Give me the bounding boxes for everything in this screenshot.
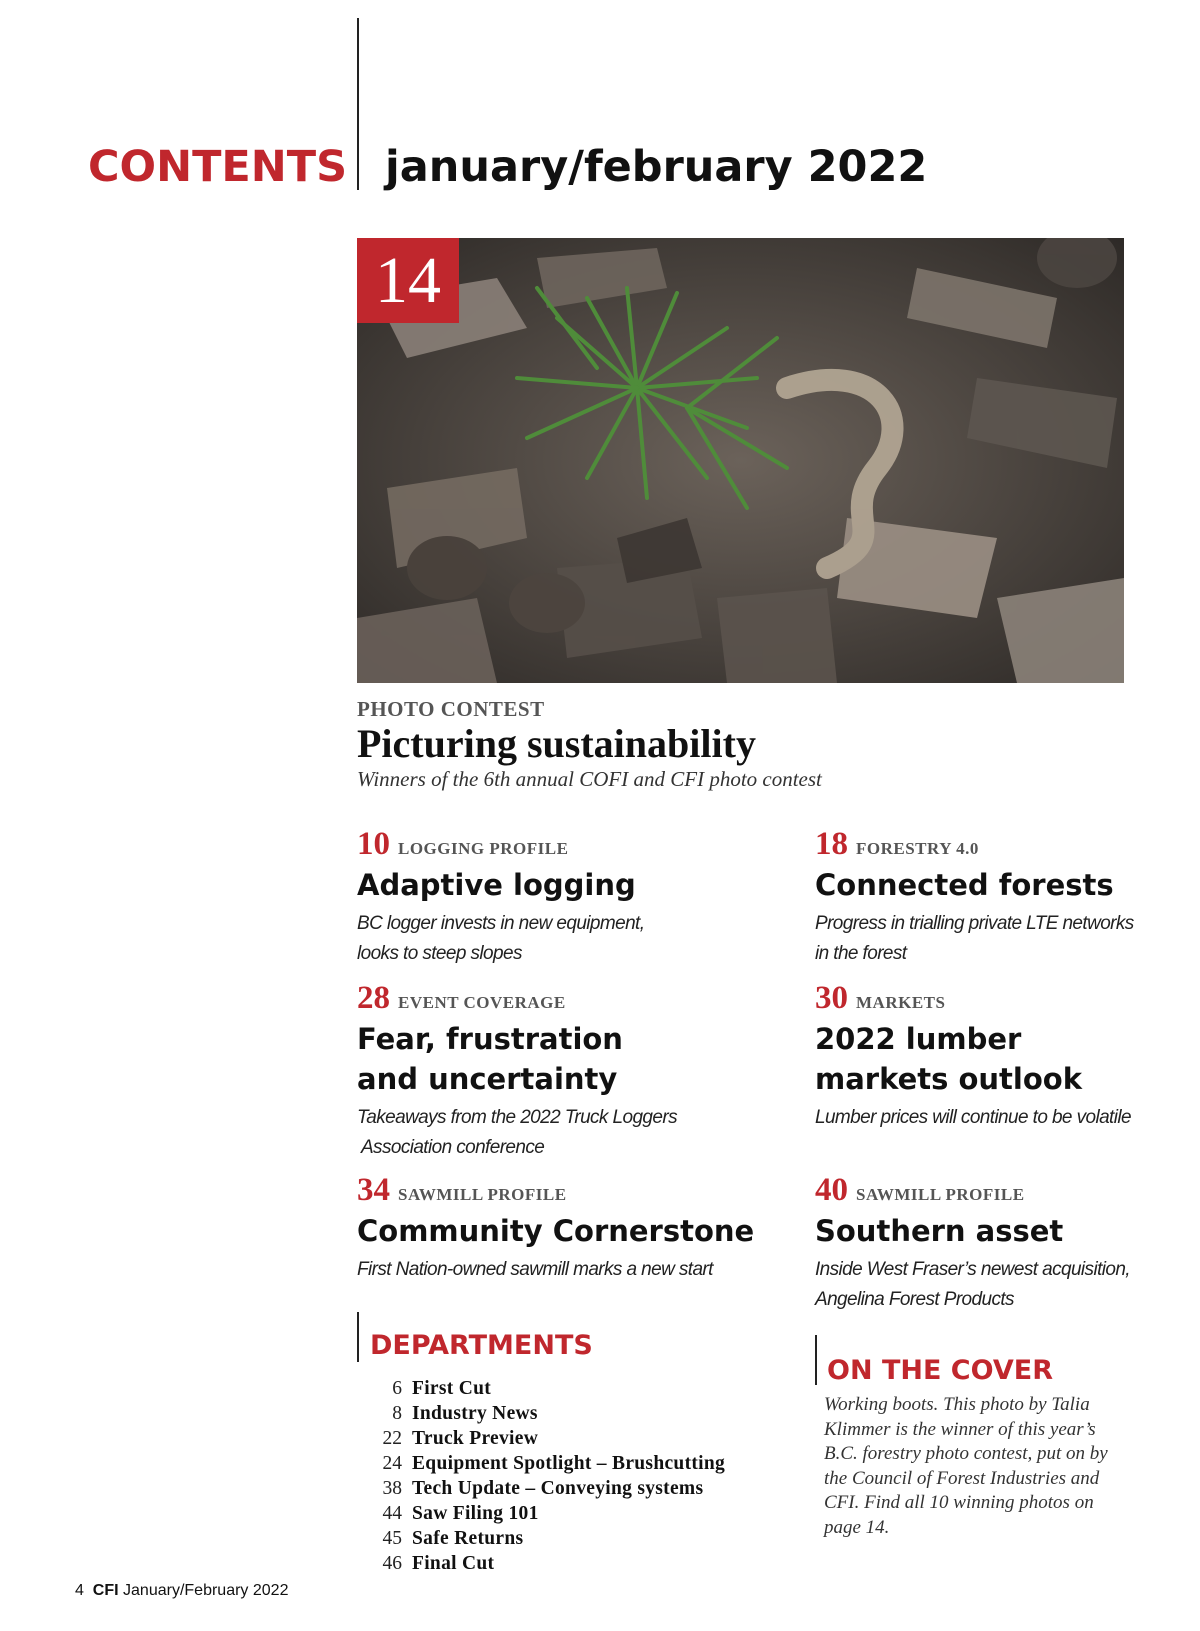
feature-kicker: PHOTO CONTEST xyxy=(357,697,545,721)
department-item[interactable] xyxy=(368,1378,768,1403)
story-sawmill-profile-40[interactable] xyxy=(815,1172,1200,1315)
departments-heading: DEPARTMENTS xyxy=(370,1330,593,1361)
department-item[interactable] xyxy=(368,1478,768,1503)
department-page: 38 xyxy=(382,1478,402,1499)
story-deck-line: Inside West Fraser’s newest acquisition, xyxy=(815,1259,1130,1280)
story-deck-line: Lumber prices will continue to be volatile xyxy=(815,1107,1131,1128)
story-title-line: Fear, frustration xyxy=(357,1022,623,1056)
feature-deck: Winners of the 6th annual COFI and CFI photo contest xyxy=(357,767,822,791)
story-title[interactable]: Southern asset xyxy=(815,1214,1064,1248)
story-section: LOGGING PROFILE xyxy=(398,839,569,858)
department-name: Tech Update – Conveying systems xyxy=(412,1478,704,1499)
story-title[interactable] xyxy=(357,1019,777,1099)
department-page: 24 xyxy=(382,1453,402,1474)
story-deck xyxy=(815,1103,1200,1133)
story-deck-line: in the forest xyxy=(815,943,907,964)
department-name: Final Cut xyxy=(412,1553,495,1574)
story-deck xyxy=(815,909,1200,969)
department-page: 22 xyxy=(382,1428,402,1449)
department-page: 46 xyxy=(382,1553,402,1574)
story-title-line: markets outlook xyxy=(815,1062,1082,1096)
cover-caption-line: B.C. forestry photo contest, put on by xyxy=(824,1443,1108,1464)
story-deck-line: BC logger invests in new equipment, xyxy=(357,913,645,934)
story-section: EVENT COVERAGE xyxy=(398,993,566,1012)
issue-date: january/february 2022 xyxy=(385,142,928,192)
page-footer xyxy=(75,1582,288,1600)
department-page: 45 xyxy=(382,1528,402,1549)
cover-caption-line: page 14. xyxy=(824,1516,890,1538)
story-deck-line: First Nation-owned sawmill marks a new start xyxy=(357,1259,713,1280)
department-item[interactable] xyxy=(368,1403,768,1428)
story-logging-profile[interactable] xyxy=(357,826,777,969)
cover-caption-line: CFI. Find all 10 winning photos on xyxy=(824,1492,1094,1513)
story-section: FORESTRY 4.0 xyxy=(856,839,979,858)
department-item[interactable] xyxy=(368,1428,768,1453)
cover-caption-line: the Council of Forest Industries and xyxy=(824,1467,1100,1489)
seedling-photo-illustration xyxy=(357,238,1124,683)
story-title[interactable]: Community Cornerstone xyxy=(357,1214,755,1248)
story-deck-line: Association conference xyxy=(357,1137,545,1158)
department-page: 8 xyxy=(392,1403,402,1424)
story-sawmill-profile-34[interactable] xyxy=(357,1172,777,1285)
contents-heading: CONTENTS xyxy=(88,142,348,192)
story-section: MARKETS xyxy=(856,993,946,1012)
department-name: First Cut xyxy=(412,1378,492,1399)
department-name: Equipment Spotlight – Brushcutting xyxy=(412,1453,726,1474)
story-page-number: 10 xyxy=(357,826,390,862)
story-title[interactable]: Adaptive logging xyxy=(357,868,636,902)
cover-heading: ON THE COVER xyxy=(827,1355,1053,1386)
cover-caption-line: Klimmer is the winner of this year’s xyxy=(824,1418,1096,1440)
departments-divider xyxy=(357,1312,359,1362)
story-title[interactable]: Connected forests xyxy=(815,868,1114,902)
department-item[interactable] xyxy=(368,1453,768,1478)
story-page-number: 40 xyxy=(815,1172,848,1208)
footer-page-number: 4 xyxy=(75,1582,84,1599)
department-name: Safe Returns xyxy=(412,1528,524,1549)
story-deck-line: Takeaways from the 2022 Truck Loggers xyxy=(357,1107,677,1128)
departments-list xyxy=(368,1378,768,1578)
story-title-line: and uncertainty xyxy=(357,1062,618,1096)
cover-divider xyxy=(815,1335,817,1385)
feature-title[interactable]: Picturing sustainability xyxy=(357,721,756,766)
story-page-number: 28 xyxy=(357,980,390,1016)
story-markets[interactable] xyxy=(815,980,1200,1133)
department-item[interactable] xyxy=(368,1553,768,1578)
cover-caption-line: Working boots. This photo by Talia xyxy=(824,1394,1090,1415)
footer-issue: January/February 2022 xyxy=(123,1582,289,1599)
department-item[interactable] xyxy=(368,1503,768,1528)
feature-photo[interactable] xyxy=(357,238,1124,683)
story-title[interactable] xyxy=(815,1019,1200,1099)
feature-page-number[interactable]: 14 xyxy=(357,238,459,323)
cover-caption xyxy=(824,1393,1124,1540)
story-section: SAWMILL PROFILE xyxy=(856,1185,1025,1204)
footer-brand: CFI xyxy=(92,1582,119,1599)
department-name: Saw Filing 101 xyxy=(412,1503,539,1524)
story-deck xyxy=(357,1255,777,1285)
story-section: SAWMILL PROFILE xyxy=(398,1185,567,1204)
story-deck xyxy=(815,1255,1200,1315)
department-page: 6 xyxy=(392,1378,402,1399)
story-title-line: 2022 lumber xyxy=(815,1022,1022,1056)
department-item[interactable] xyxy=(368,1528,768,1553)
story-forestry-4[interactable] xyxy=(815,826,1200,969)
story-page-number: 18 xyxy=(815,826,848,862)
story-page-number: 30 xyxy=(815,980,848,1016)
story-deck xyxy=(357,1103,777,1163)
story-deck xyxy=(357,909,777,969)
header-divider xyxy=(357,18,359,190)
department-name: Industry News xyxy=(412,1403,538,1424)
department-name: Truck Preview xyxy=(412,1428,539,1449)
story-event-coverage[interactable] xyxy=(357,980,777,1163)
department-page: 44 xyxy=(382,1503,402,1524)
story-deck-line: Progress in trialling private LTE networks xyxy=(815,913,1134,934)
story-page-number: 34 xyxy=(357,1172,390,1208)
story-deck-line: looks to steep slopes xyxy=(357,943,522,964)
story-deck-line: Angelina Forest Products xyxy=(815,1289,1014,1310)
